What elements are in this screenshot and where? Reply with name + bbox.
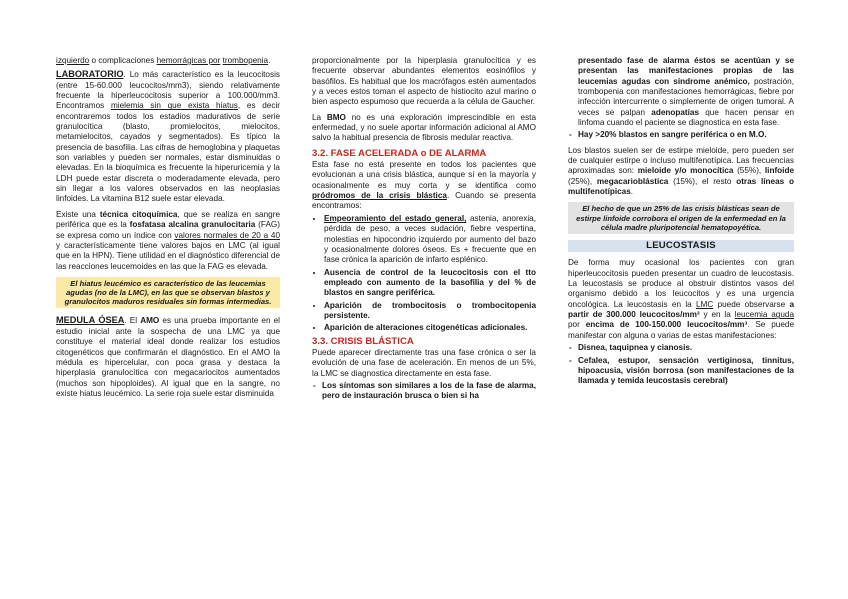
adenopatias-text: adenopatías: [651, 107, 700, 117]
medula-paragraph: [56, 315, 280, 399]
list-item: - Disnea, taquipnea y cianosis.: [578, 343, 794, 353]
list-item-lead: Ausencia de control de la leucocitosis con el tto empleado con aumento de la basofilia y del % de blastos en sangre periférica.: [324, 267, 536, 298]
fase-acelerada-text-1: Esta fase no está presente en todos los pacientes que evolucionan a una crisis blástica, aunque sí en la mayoría y ocasionalmente es muy corta y se identifica como: [312, 160, 536, 190]
leucostasis-list: [568, 343, 794, 386]
fag-valores: valores normales de 20 a 40: [174, 230, 280, 240]
bmo-text: no es una exploración imprescindible en esta enfermedad, y no suele aportar información adicional al AMO salvo la habitual presencia de fibrosis medular reactiva.: [312, 112, 536, 143]
estirpe-text-4: (15%), el resto: [668, 176, 737, 186]
medula-amo: AMO: [140, 316, 160, 326]
estirpe-text-2: (55%),: [733, 166, 765, 176]
prodromos-text: pródromos de la crisis blástica: [312, 191, 447, 201]
intro-text: o complicaciones: [89, 56, 157, 65]
medula-text-2: es una prueba importante en el estudio inicial ante la sospecha de una LMC ya que constituye el material ideal donde realizar los estudios citogenéticos que confirmarán el diagnóstico. En el AMO la médula es hipercelular, con poca grasa y destaca la hiperplasia granulocítica con megacariocitos aumentados (muchos son hipoploides). Al igual que en la sangre, no existe hiatus leucémico. La serie roja suele estar disminuida: [56, 316, 280, 398]
leuco-leucemia-aguda: leucemia aguda: [734, 310, 794, 320]
medula-text-1: . El: [124, 316, 141, 326]
estirpe-otras: otras líneas o multifenotípicas: [568, 176, 794, 197]
medula-heading: MEDULA ÓSEA: [56, 315, 125, 326]
fag-text-3: (FAG) se expresa como un índice con: [56, 220, 281, 240]
list-item-lead: Aparición de trombocitosis o trombocitopenia persistente.: [324, 300, 536, 320]
list-item: - Los síntomas son similares a los de la fase de alarma, pero de instauración brusca o bien si ha: [322, 381, 536, 402]
blastos-dash-list: [568, 130, 794, 140]
fase-acelerada-paragraph: [312, 160, 536, 212]
estirpe-linfoide: linfoide: [764, 166, 794, 176]
laboratorio-heading: LABORATORIO: [56, 69, 124, 80]
section-3-2-heading: 3.2. FASE ACELERADA o DE ALARMA: [312, 147, 487, 159]
list-item-lead: Empeoramiento del estado general,: [324, 213, 467, 223]
estirpe-text-5: .: [630, 187, 634, 197]
lab-mielemia: mielemia sin que exista hiatus: [110, 101, 238, 111]
estirpe-text-1: Los blastos suelen ser de estirpe mieloide, pero pueden ser de cualquier estirpe o incluso multifenotípica. Las frecuencias aproximadas son:: [568, 145, 794, 176]
leuco-text-2: puede observarse: [713, 299, 790, 309]
col3-text-1: postración, trombopenia con manifestaciones hemorrágicas, fiebre por infección intercurrente o simplemente de origen tumoral. A veces se palpan: [578, 76, 795, 117]
fag-tecnica: técnica citoquímica: [99, 209, 178, 219]
leucostasis-heading: LEUCOSTASIS: [568, 240, 794, 252]
alarma-list: [312, 214, 536, 334]
list-item: - Hay >20% blastos en sangre periférica o en M.O.: [578, 130, 794, 140]
estirpe-note: El hecho de que un 25% de las crisis blásticas sean de estirpe linfoide corrobora el origen de la enfermedad en la célula madre pluripotencial hematopoyética.: [568, 202, 794, 234]
leuco-text-4: por: [568, 320, 586, 330]
col3-paragraph-1: [568, 56, 794, 128]
bmo-text-0: La: [312, 112, 327, 122]
leuco-text-1: De forma muy ocasional los pacientes con gran hiperleucocitosis pueden presentar un cuadro de leucostasis. La leucostasis se produce al obstruir distintos vasos del organismo debido a los leucocitos y es una urgencia oncológica. La leucostasis en la: [568, 258, 794, 309]
col3-text-2: que hacen pensar en linfoma cuando el paciente se diagnostica en esta fase.: [578, 107, 794, 128]
fag-text-4: y característicamente tiene valores bajos en LMC (al igual que en la HPN). Tiene utilidad en el diagnóstico diferencial de las reacciones leucemoides en las que la FAG es elevada.: [56, 240, 280, 271]
column-2: [312, 56, 536, 405]
fag-text-2: , que se realiza en sangre periférica que es la: [56, 209, 280, 230]
col2-paragraph-1: proporcionalmente por la hiperplasia granulocítica y es frecuente observar abundantes elementos eosinófilos y basófilos. Es habitual que los macrófagos estén aumentados y a veces estos toman el aspecto de histiocito azul marino o bien aspecto espumoso que recuerda a la célula de Gaucher.: [312, 56, 536, 107]
leuco-100-150000: encima de 100-150.000 leucocitos/mm³: [585, 320, 748, 330]
estirpe-paragraph: [568, 146, 794, 198]
list-item: [324, 214, 536, 266]
intro-link-izquierdo: izquierdo: [56, 56, 90, 65]
leuco-text-3: y en la: [699, 310, 735, 320]
estirpe-mieloide: mieloide y/o monocítica: [637, 166, 734, 176]
leucostasis-paragraph: [568, 258, 794, 341]
leuco-lmc: LMC: [695, 299, 714, 309]
intro-end: .: [268, 56, 271, 65]
intro-link-trombopenia: trombopenia: [222, 56, 269, 65]
list-item: [324, 323, 536, 333]
list-item-rest: astenia, anorexia, pérdida de peso, a veces sudación, fiebre vespertina, molestias en hipocondrio izquierdo por aumento del bazo y ocasionalmente dolores óseos. Es + frecuente que en fase crónica la aparición de infarto esplénico.: [324, 213, 536, 265]
estirpe-megacarioblastica: megacarioblástica: [596, 176, 669, 186]
fag-fosfatasa: fosfatasa alcalina granulocitaria: [129, 220, 256, 230]
intro-link-hemorragicas: hemorrágicas por: [156, 56, 221, 65]
lab-text-2: , es decir encontraremos todos los estadios madurativos de serie granulocítica (blasto, promielocitos, mielocitos, metamielocitos, cayados y segmentados). Es típico la presencia de basofilia. Las cifras de hemoglobina y plaquetas son variables y pueden ser normales, estar disminuidas o elevadas. En la bioquímica es frecuente la hiperuricemia y la LDH puede estar discreta o moderadamente elevada, pero sin llegar a los valores observados en las neoplasias linfoides. La vitamina B12 suele estar elevada.: [56, 101, 280, 204]
section-3-3-heading: 3.3. CRISIS BLÁSTICA: [312, 335, 414, 347]
leuco-text-5: . Se puede manifestar con alguna o varias de estas manifestaciones:: [568, 320, 795, 340]
fase-acelerada-text-2: . Cuando se presenta encontramos:: [312, 191, 536, 211]
intro-paragraph: [56, 56, 280, 66]
bmo-label: BMO: [326, 112, 346, 122]
lab-text-1: . Lo más característico es la leucocitosis (entre 15-60.000 leucocitos/mm3), siendo relativamente frecuente la hiperleucocitosis superior a 100.000/mm3. Encontramos: [56, 70, 280, 111]
fag-text-1: Existe una: [56, 209, 100, 219]
hiatus-note: El hiatus leucémico es característico de las leucemias agudas (no de la LMC), en las que se observan blastos y granulocitos maduros residuales sin formas intermedias.: [56, 277, 280, 309]
estirpe-text-3: (25%),: [568, 176, 597, 186]
list-item: [324, 301, 536, 322]
col3-bold-lead: presentado fase de alarma éstos se acentúan y se presentan las manifestaciones propias de las leucemias agudas con síndrome anémico,: [578, 56, 794, 86]
crisis-blastica-paragraph: Puede aparecer directamente tras una fase crónica o ser la evolución de una fase de aceleración. En menos de un 5%, la LMC se diagnostica directamente en esta fase.: [312, 347, 536, 378]
column-1: [56, 56, 280, 404]
laboratorio-paragraph: [56, 69, 280, 204]
bmo-paragraph: [312, 113, 536, 144]
column-3: [568, 56, 794, 390]
list-item-lead: Aparición de alteraciones citogenéticas adicionales.: [324, 323, 528, 333]
crisis-dash-list: [312, 381, 536, 402]
list-item: - Cefalea, estupor, sensación vertiginosa, tinnitus, hipoacusia, visión borrosa (son manifestaciones de la llamada y temida leucostasis cerebral): [578, 356, 794, 387]
list-item: [324, 268, 536, 299]
leuco-300000: a partir de 300.000 leucocitos/mm³: [568, 299, 794, 320]
fag-paragraph: [56, 210, 280, 272]
